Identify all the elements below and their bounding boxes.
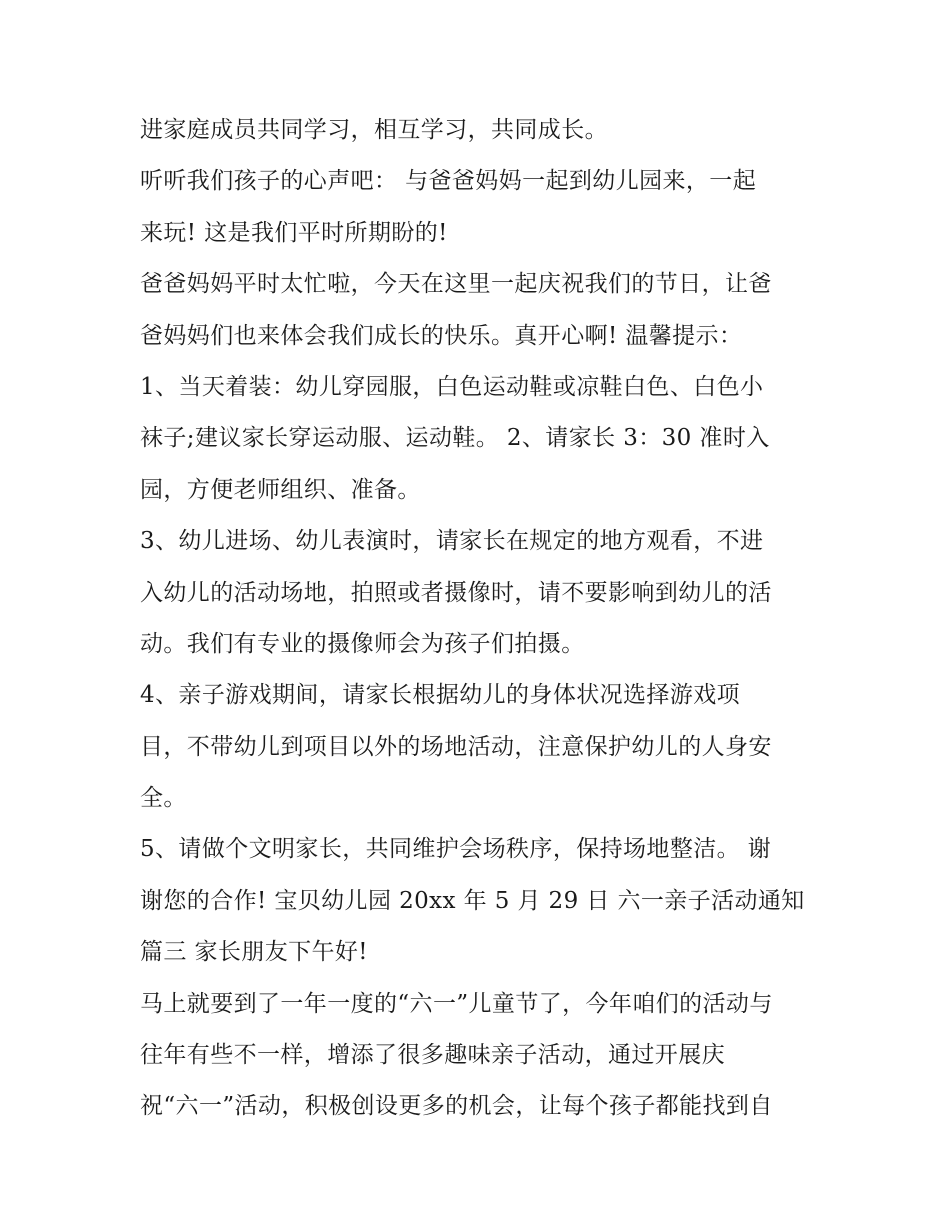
text-line: 1、当天着装：幼儿穿园服，白色运动鞋或凉鞋白色、白色小 (140, 373, 764, 400)
text-line: 爸爸妈妈平时太忙啦，今天在这里一起庆祝我们的节日，让爸 (140, 271, 772, 298)
text-line: 全。 (140, 785, 187, 812)
text-line: 篇三 家长朋友下午好! (140, 939, 368, 966)
text-line: 园，方便老师组织、准备。 (140, 476, 421, 503)
text-line: 进家庭成员共同学习，相互学习，共同成长。 (140, 117, 608, 143)
text-line: 3、幼儿进场、幼儿表演时，请家长在规定的地方观看，不进 (140, 528, 764, 555)
text-line: 入幼儿的活动场地，拍照或者摄像时，请不要影响到幼儿的活 (140, 579, 772, 606)
document-body (140, 108, 820, 1136)
text-line: 4、亲子游戏期间，请家长根据幼儿的身体状况选择游戏项 (140, 682, 741, 709)
text-line: 来玩! 这是我们平时所期盼的! (140, 219, 448, 246)
text-line: 目，不带幼儿到项目以外的场地活动，注意保护幼儿的人身安 (140, 733, 772, 760)
text-line: 爸妈妈们也来体会我们成长的快乐。真开心啊! 温馨提示： (140, 322, 743, 349)
text-line: 动。我们有专业的摄像师会为孩子们拍摄。 (140, 630, 585, 657)
text-line: 祝“六一”活动，积极创设更多的机会，让每个孩子都能找到自 (140, 1093, 773, 1120)
text-line: 5、请做个文明家长，共同维护会场秩序，保持场地整洁。 谢 (140, 836, 772, 863)
text-line: 马上就要到了一年一度的“六一”儿童节了，今年咱们的活动与 (140, 990, 773, 1017)
text-line: 听听我们孩子的心声吧： 与爸爸妈妈一起到幼儿园来，一起 (140, 168, 757, 195)
text-line: 袜子;建议家长穿运动服、运动鞋。 2、请家长 3：30 准时入 (140, 425, 770, 452)
text-line: 谢您的合作! 宝贝幼儿园 20xx 年 5 月 29 日 六一亲子活动通知 (140, 887, 805, 914)
text-line: 往年有些不一样，增添了很多趣味亲子活动，通过开展庆 (140, 1042, 725, 1069)
